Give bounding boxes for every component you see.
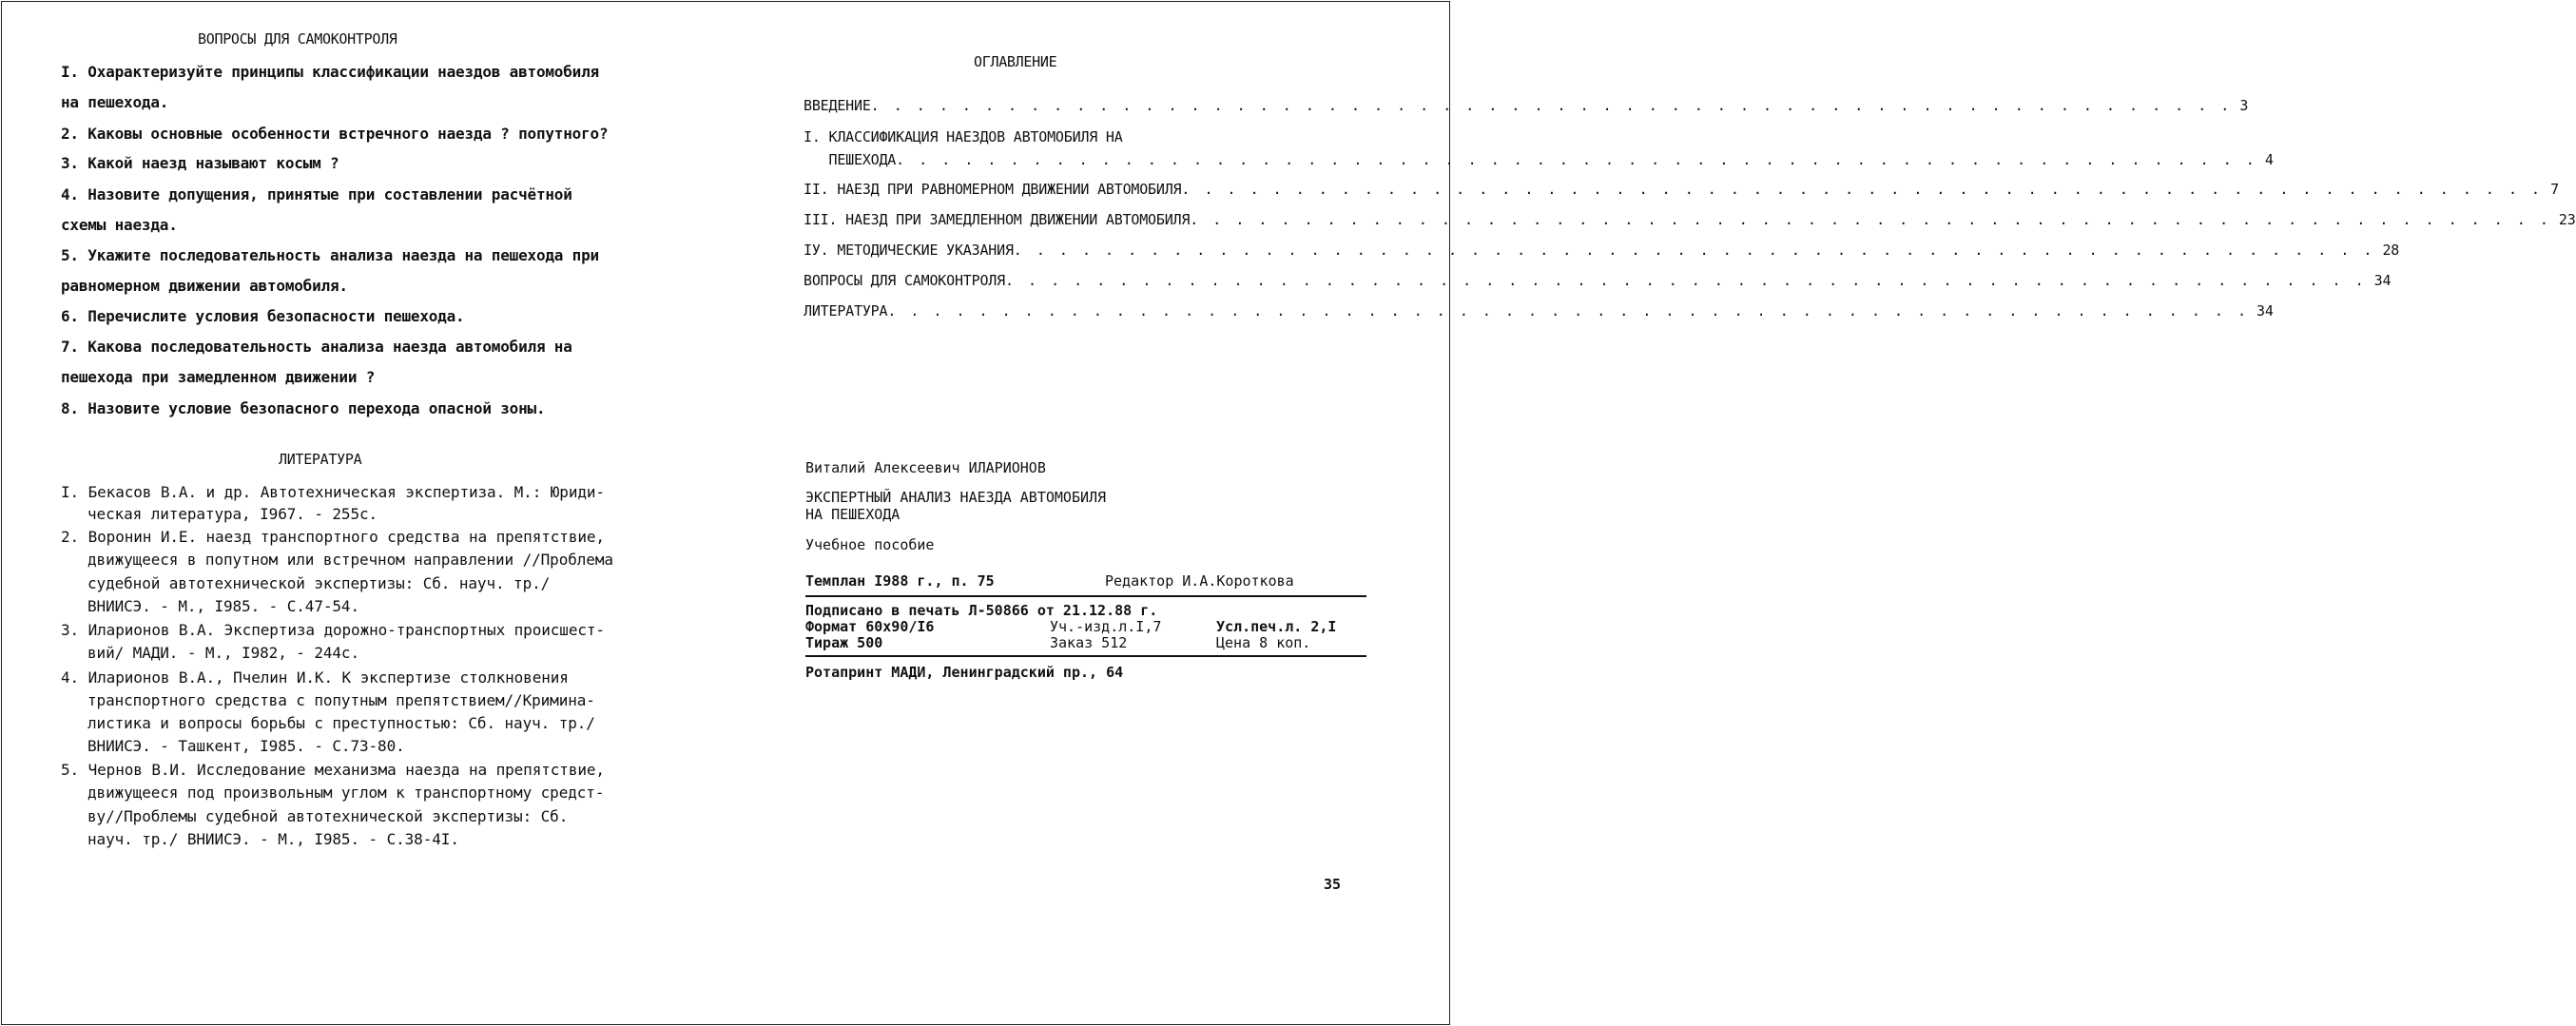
rule-top (805, 595, 1366, 597)
literature-line: 5. Чернов В.И. Исследование механизма наезда на препятствие, (61, 761, 605, 779)
toc-entry-title: ВВЕДЕНИЕ (804, 97, 871, 114)
literature-line: 3. Иларионов В.А. Экспертиза дорожно-транспортных происшест- (61, 621, 605, 639)
author-name: Виталий Алексеевич ИЛАРИОНОВ (805, 459, 1046, 476)
toc-entry-title: I. КЛАССИФИКАЦИЯ НАЕЗДОВ АВТОМОБИЛЯ НА (804, 128, 1123, 145)
question-line: 7. Какова последовательность анализа наезда автомобиля на (61, 338, 572, 356)
question-line: 8. Назовите условие безопасного перехода опасной зоны. (61, 399, 546, 417)
question-line: 6. Перечислите условия безопасности пешехода. (61, 307, 465, 325)
literature-line: 4. Иларионов В.А., Пчелин И.К. К экспертизе столкновения (61, 668, 569, 687)
toc-entry-page: 3 (2239, 97, 2249, 114)
question-line: I. Охарактеризуйте принципы классификации наездов автомобиля (61, 63, 599, 81)
book-type: Учебное пособие (805, 536, 935, 553)
toc-entry (804, 181, 2559, 198)
toc-leader-dots: . . . . . . . . . . . . . . . . . . . . . . . . . . . . . . . . . . . . . . . . . . . . . . . . . . . . . . . . . . . . (1013, 242, 2375, 259)
literature-heading: ЛИТЕРАТУРА (279, 451, 362, 468)
page-number: 35 (1324, 876, 1342, 893)
literature-line: ВНИИСЭ. - М., I985. - С.47-54. (87, 597, 359, 615)
printer: Ротапринт МАДИ, Ленинградский пр., 64 (805, 664, 1124, 681)
rule-bottom (805, 655, 1366, 657)
editor: Редактор И.А.Короткова (1105, 572, 1294, 590)
toc-entry-page: 4 (2264, 151, 2274, 168)
question-line: 3. Какой наезд называют косым ? (61, 154, 339, 172)
toc-entry-title: ВОПРОСЫ ДЛЯ САМОКОНТРОЛЯ (804, 272, 1005, 289)
toc-entry-title: ЛИТЕРАТУРА (804, 302, 888, 319)
question-line: 4. Назовите допущения, принятые при составлении расчётной (61, 185, 572, 203)
literature-line: транспортного средства с попутным препятствием//Кримина- (87, 691, 595, 709)
literature-line: I. Бекасов В.А. и др. Автотехническая экспертиза. М.: Юриди- (61, 483, 605, 501)
toc-entry-page: 23 (2558, 211, 2576, 228)
tirazh: Тираж 500 (805, 634, 883, 651)
toc-entry (804, 302, 2274, 319)
toc-entry (804, 128, 1203, 145)
literature-line: листика и вопросы борьбы с преступностью: Сб. науч. тр./ (87, 714, 595, 732)
toc-leader-dots: . . . . . . . . . . . . . . . . . . . . . . . . . . . . . . . . . . . . . . . . . . . . . . . . . . . . . . . . . . . . (1004, 272, 2367, 289)
templan: Темплан I988 г., п. 75 (805, 572, 995, 590)
literature-line: судебной автотехнической экспертизы: Сб. науч. тр./ (87, 574, 551, 592)
toc-entry-page: 7 (2550, 181, 2559, 198)
format: Формат 60х90/I6 (805, 618, 935, 635)
toc-heading: ОГЛАВЛЕНИЕ (974, 53, 1057, 70)
zakaz: Заказ 512 (1050, 634, 1128, 651)
question-line: 5. Укажите последовательность анализа наезда на пешехода при (61, 246, 599, 264)
questions-heading: ВОПРОСЫ ДЛЯ САМОКОНТРОЛЯ (198, 30, 397, 48)
toc-leader-dots: . . . . . . . . . . . . . . . . . . . . . . . . . . . . . . . . . . . . . . . . . . . . . . . . . . . . . . . . . . . . (1181, 181, 2544, 198)
question-line: пешехода при замедленном движении ? (61, 368, 376, 386)
toc-entry (804, 242, 2400, 259)
toc-entry-page: 34 (2256, 302, 2274, 319)
literature-line: ву//Проблемы судебной автотехнической экспертизы: Сб. (87, 807, 569, 825)
toc-entry-title: III. НАЕЗД ПРИ ЗАМЕДЛЕННОМ ДВИЖЕНИИ АВТОМОБИЛЯ (804, 211, 1191, 228)
literature-line: науч. тр./ ВНИИСЭ. - М., I985. - С.38-4I. (87, 830, 459, 848)
question-line: равномерном движении автомобиля. (61, 277, 348, 295)
usl-pech: Усл.печ.л. 2,I (1216, 618, 1337, 635)
question-line: 2. Каковы основные особенности встречного наезда ? попутного? (61, 125, 609, 143)
toc-entry (804, 272, 2392, 289)
question-line: схемы наезда. (61, 216, 178, 234)
toc-entry (804, 151, 2274, 168)
question-line: на пешехода. (61, 93, 169, 111)
book-title-line-2: НА ПЕШЕХОДА (805, 506, 901, 523)
signed-for-print: Подписано в печать Л-50866 от 21.12.88 г. (805, 602, 1158, 619)
toc-entry (804, 97, 2249, 114)
toc-leader-dots: . . . . . . . . . . . . . . . . . . . . . . . . . . . . . . . . . . . . . . . . . . . . . . . . . . . . . . . . . . . . (887, 302, 2249, 319)
literature-line: ВНИИСЭ. - Ташкент, I985. - С.73-80. (87, 737, 405, 755)
uch-izd: Уч.-изд.л.I,7 (1050, 618, 1162, 635)
toc-entry-title: II. НАЕЗД ПРИ РАВНОМЕРНОМ ДВИЖЕНИИ АВТОМОБИЛЯ (804, 181, 1182, 198)
toc-leader-dots: . . . . . . . . . . . . . . . . . . . . . . . . . . . . . . . . . . . . . . . . . . . . . . . . . . . . . . . . . . . . (870, 97, 2233, 114)
book-title-line-1: ЭКСПЕРТНЫЙ АНАЛИЗ НАЕЗДА АВТОМОБИЛЯ (805, 489, 1107, 506)
toc-entry-title: ПЕШЕХОДА (804, 151, 897, 168)
literature-line: движущееся в попутном или встречном направлении //Проблема (87, 551, 613, 569)
toc-entry-page: 28 (2382, 242, 2400, 259)
literature-line: ческая литература, I967. - 255с. (87, 505, 378, 523)
toc-entry-page: 34 (2373, 272, 2392, 289)
toc-leader-dots: . . . . . . . . . . . . . . . . . . . . . . . . . . . . . . . . . . . . . . . . . . . . . . . . . . . . . . . . . . . . (1190, 211, 2551, 228)
literature-line: вий/ МАДИ. - М., I982, - 244с. (87, 644, 359, 662)
toc-entry-title: IУ. МЕТОДИЧЕСКИЕ УКАЗАНИЯ (804, 242, 1014, 259)
toc-leader-dots: . . . . . . . . . . . . . . . . . . . . . . . . . . . . . . . . . . . . . . . . . . . . . . . . . . . . . . . . . . . . (896, 151, 2257, 168)
toc-entry (804, 211, 2576, 228)
price: Цена 8 коп. (1216, 634, 1311, 651)
literature-line: 2. Воронин И.Е. наезд транспортного средства на препятствие, (61, 528, 605, 546)
literature-line: движущееся под произвольным углом к транспортному средст- (87, 784, 605, 802)
